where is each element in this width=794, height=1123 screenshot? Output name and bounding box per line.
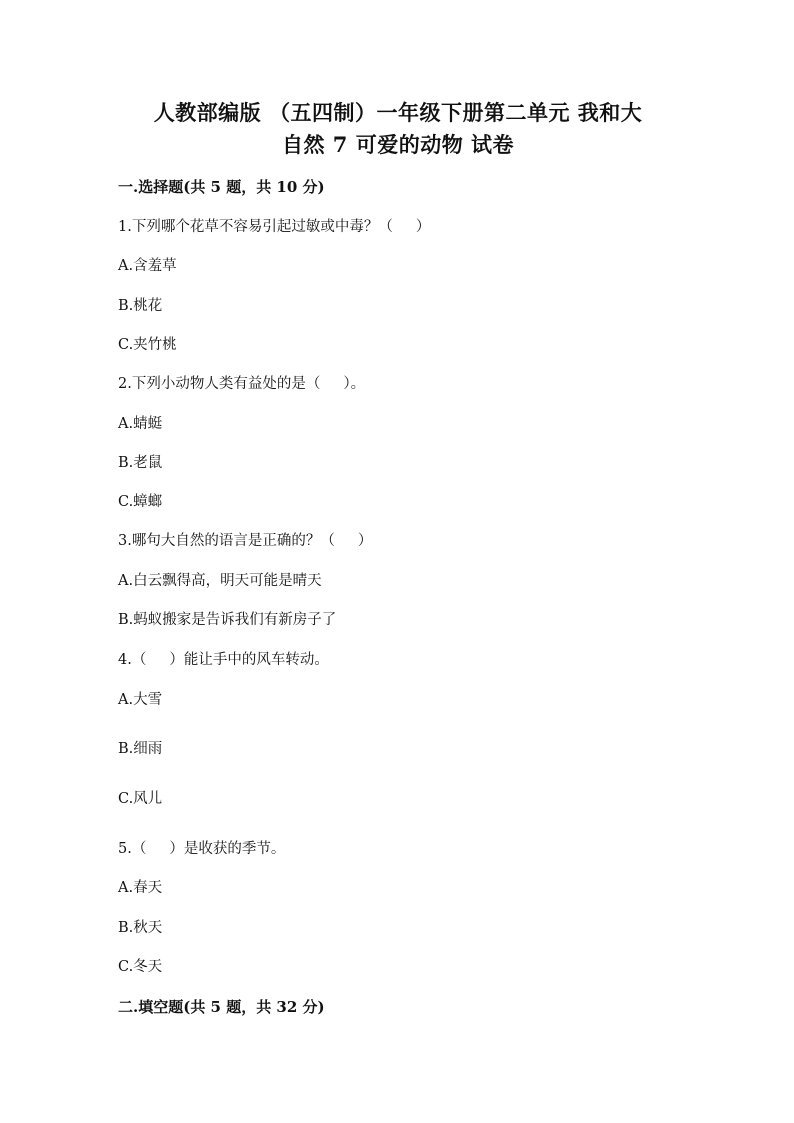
question-stem: 2.下列小动物人类有益处的是（ ）。 (118, 376, 366, 392)
option-c: C.蟑螂 (118, 494, 163, 510)
section-header-choice: 一.选择题(共 5 题，共 10 分) (118, 178, 325, 196)
section-header-fill-blank: 二.填空题(共 5 题，共 32 分) (118, 998, 325, 1016)
option-c: C.冬天 (118, 959, 163, 975)
option-b: B.秋天 (118, 920, 163, 936)
option-b: B.桃花 (118, 298, 163, 314)
option-a: A.大雪 (118, 692, 163, 708)
option-a: A.蜻蜓 (118, 416, 163, 432)
option-a: A.春天 (118, 880, 163, 896)
question-stem: 1.下列哪个花草不容易引起过敏或中毒？（ ） (118, 219, 431, 235)
option-b: B.细雨 (118, 741, 163, 757)
option-b: B.老鼠 (118, 455, 163, 471)
option-b: B.蚂蚁搬家是告诉我们有新房子了 (118, 612, 337, 628)
option-a: A.含羞草 (118, 258, 177, 274)
title-line-2: 自然 7 可爱的动物 试卷 (281, 132, 515, 157)
option-c: C.夹竹桃 (118, 337, 177, 353)
question-stem: 5.（ ）是收获的季节。 (118, 841, 286, 857)
option-a: A.白云飘得高，明天可能是晴天 (118, 573, 322, 589)
question-stem: 3.哪句大自然的语言是正确的？（ ） (118, 533, 373, 549)
option-c: C.风儿 (118, 791, 163, 807)
title-line-1: 人教部编版 （五四制）一年级下册第二单元 我和大 (153, 100, 643, 125)
question-stem: 4.（ ）能让手中的风车转动。 (118, 652, 329, 668)
